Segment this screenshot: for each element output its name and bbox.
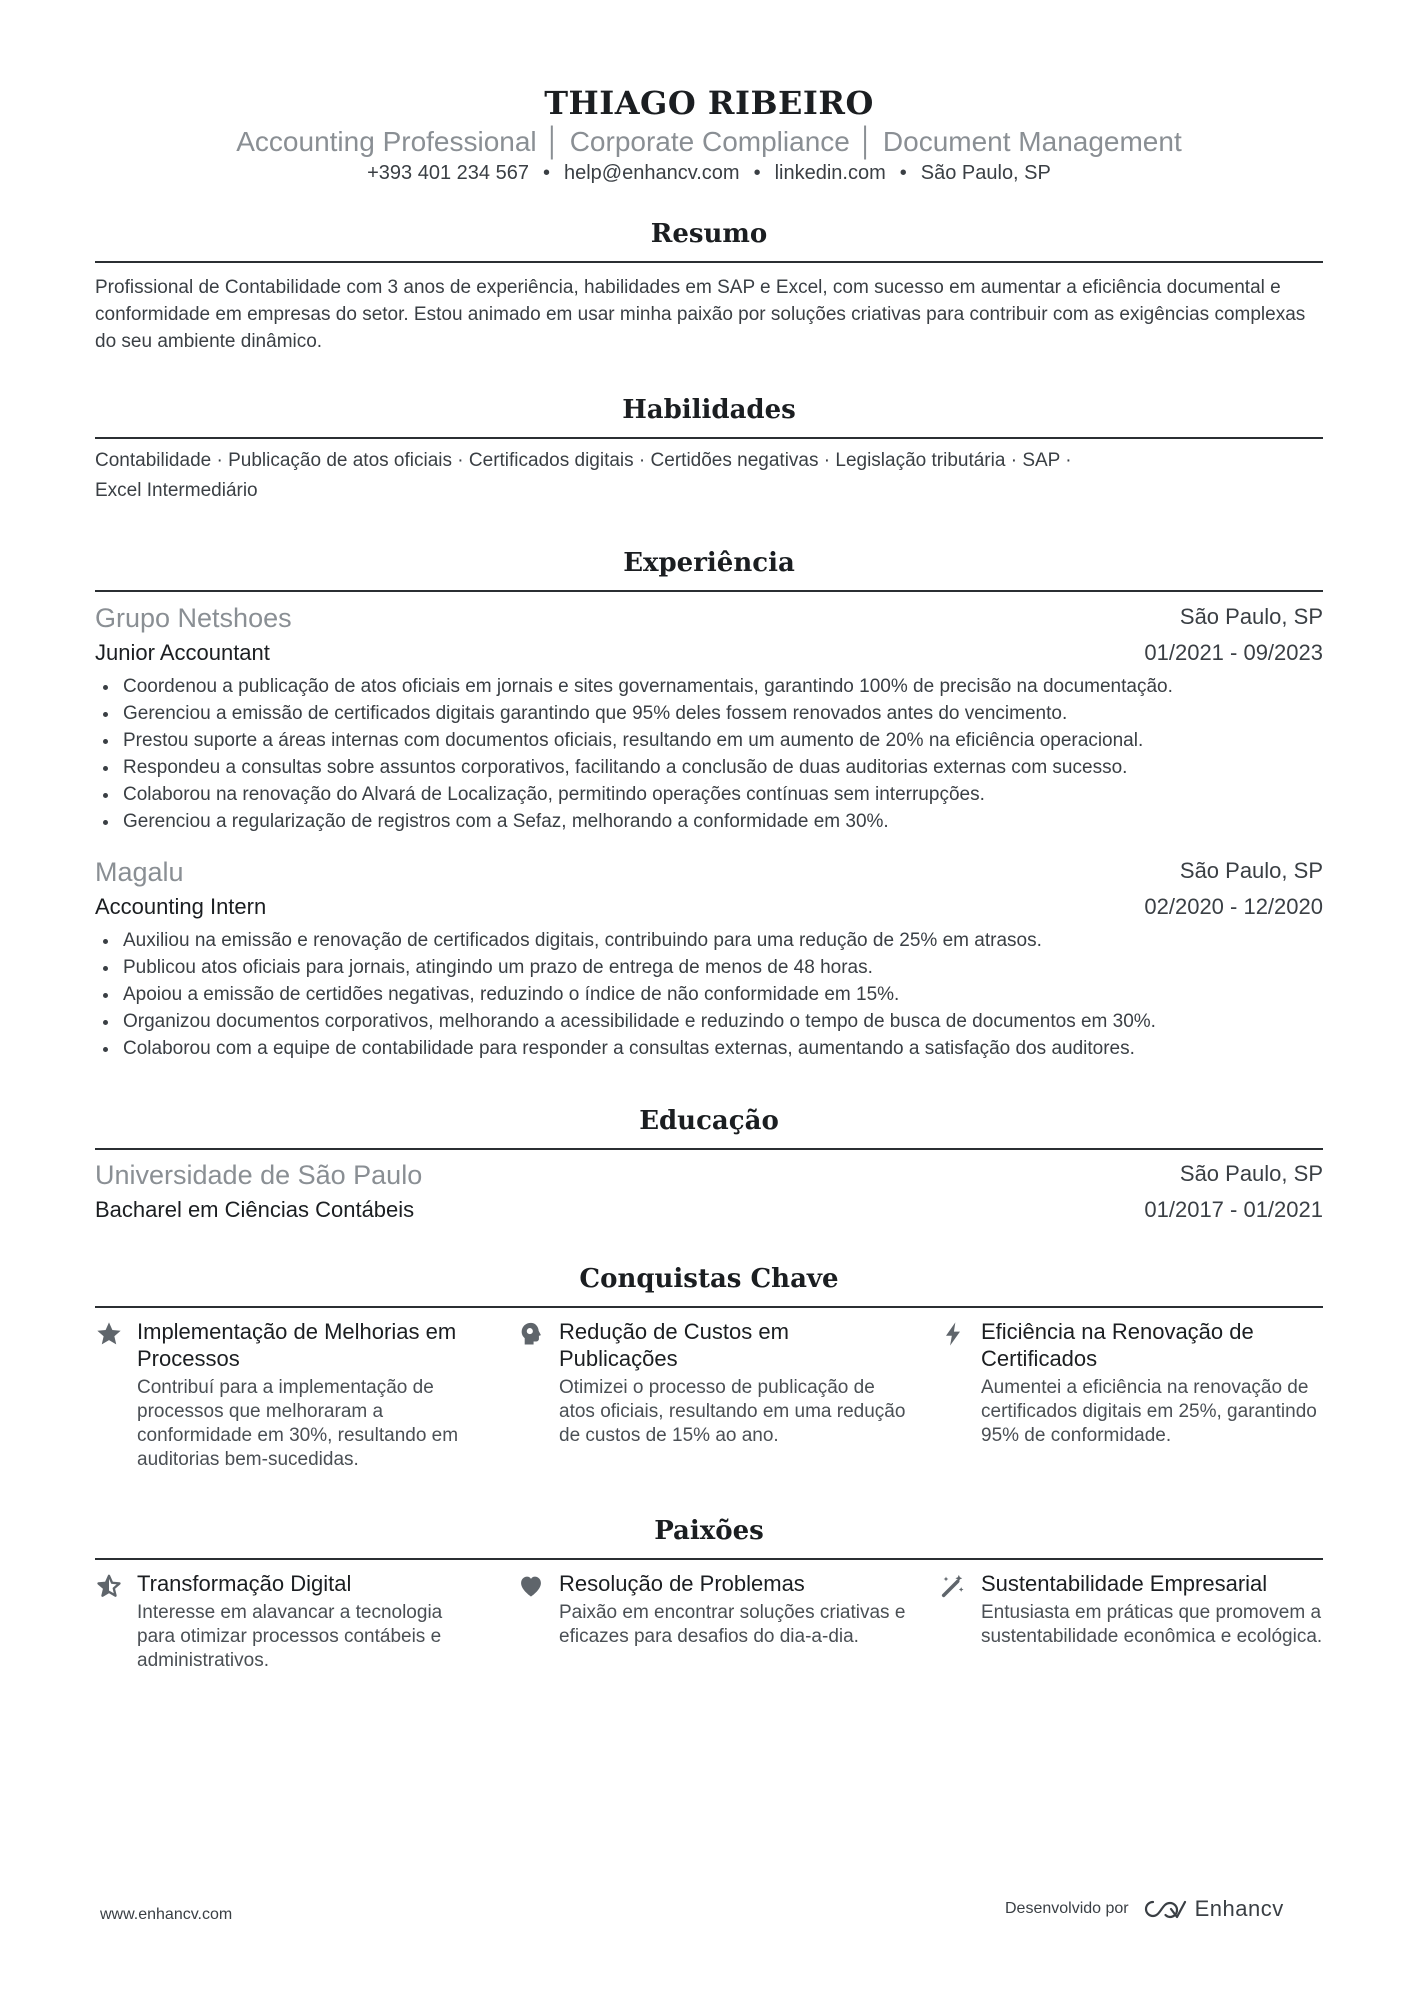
heart-icon [517,1572,545,1600]
contact-phone: +393 401 234 567 [367,162,529,184]
section-divider [95,590,1323,592]
education-location: São Paulo, SP [1179,1161,1323,1186]
achievement-title: Redução de Custos em Publicações [559,1319,789,1371]
passion-desc: Interesse em alavancar a tecnologia para otimizar processos contábeis e administrativos. [137,1602,443,1671]
footer-powered-by: Desenvolvido por [1005,1900,1129,1917]
contact-location: São Paulo, SP [920,162,1051,184]
achievement-title: Implementação de Melhorias em Processos [137,1319,457,1371]
footer-branding [1005,1896,1284,1922]
job-bullet: Gerenciou a emissão de certificados digitais garantindo que 95% deles fossem renovados antes do vencimento. [95,700,1323,727]
section-title-skills: Habilidades [622,395,796,425]
job-company: Magalu [95,857,184,887]
skill-item: Certificados digitais [468,450,634,471]
section-title-summary: Resumo [650,219,768,249]
job-location: São Paulo, SP [1179,858,1323,883]
passion-title: Sustentabilidade Empresarial [981,1571,1268,1596]
education-school: Universidade de São Paulo [95,1160,423,1190]
contact-separator: • [753,162,761,184]
passion-desc: Entusiasta em práticas que promovem a sustentabilidade econômica e ecológica. [981,1602,1323,1647]
section-divider [95,1148,1323,1150]
passion-title: Resolução de Problemas [559,1571,805,1596]
skill-item: Publicação de atos oficiais [228,450,453,471]
magic-wand-icon [939,1572,967,1600]
head-brain-icon [517,1320,545,1348]
job-bullet: Prestou suporte a áreas internas com documentos oficiais, resultando em um aumento de 20% na eficiência operacional. [95,727,1323,754]
achievement-desc: Otimizei o processo de publicação de atos oficiais, resultando em uma redução de custos de 15% ao ano. [559,1377,906,1446]
achievement-title: Eficiência na Renovação de Certificados [981,1319,1254,1371]
job-company: Grupo Netshoes [95,603,292,633]
skill-item: Legislação tributária [835,450,1006,471]
job-bullets [95,927,1323,1062]
job-bullets [95,673,1323,835]
contact-email[interactable]: help@enhancv.com [563,162,740,184]
section-title-achievements: Conquistas Chave [579,1264,839,1294]
contact-separator: • [899,162,907,184]
job-role: Accounting Intern [95,894,267,919]
skill-item: SAP [1022,450,1060,471]
section-title-education: Educação [639,1106,779,1136]
passion-title: Transformação Digital [137,1571,352,1596]
job-bullet: Coordenou a publicação de atos oficiais em jornais e sites governamentais, garantindo 100% de precisão na documentação. [95,673,1323,700]
job-bullet: Colaborou na renovação do Alvará de Localização, permitindo operações contínuas sem interrupções. [95,781,1323,808]
job-dates: 02/2020 - 12/2020 [1144,894,1323,919]
footer-brand: Enhancv [1194,1896,1284,1921]
job-bullet: Apoiou a emissão de certidões negativas, reduzindo o índice de não conformidade em 15%. [95,981,1323,1008]
lightning-icon [939,1320,967,1348]
contact-line [95,162,1323,185]
summary-text: Profissional de Contabilidade com 3 anos de experiência, habilidades em SAP e Excel, com sucesso em aumentar a eficiência documental e conformidade em empresas do setor. Estou animado em usar minha paixão por soluções criativas para contribuir com as exigências complexas do seu ambiente dinâmico. [95,277,1306,352]
enhancv-logo-icon [1141,1898,1187,1920]
passion-card [517,1570,907,1649]
job-bullet: Colaborou com a equipe de contabilidade para responder a consultas externas, aumentando a satisfação dos auditores. [95,1035,1323,1062]
job-dates: 01/2021 - 09/2023 [1144,640,1323,665]
job-bullet: Gerenciou a regularização de registros com a Sefaz, melhorando a conformidade em 30%. [95,808,1323,835]
achievement-desc: Contribuí para a implementação de processos que melhoraram a conformidade em 30%, resultando em auditorias bem-sucedidas. [137,1377,459,1470]
footer-website[interactable]: www.enhancv.com [100,1906,233,1923]
candidate-name: THIAGO RIBEIRO [544,84,874,122]
achievement-card [517,1318,907,1448]
star-icon [95,1320,123,1348]
job-role: Junior Accountant [95,640,270,665]
passion-card [95,1570,485,1673]
job-bullet: Respondeu a consultas sobre assuntos corporativos, facilitando a conclusão de duas auditorias externas com sucesso. [95,754,1323,781]
job-bullet: Organizou documentos corporativos, melhorando a acessibilidade e reduzindo o tempo de busca de documentos em 30%. [95,1008,1323,1035]
section-divider [95,1306,1323,1308]
skill-item: Contabilidade [95,450,212,471]
achievement-card [939,1318,1329,1448]
achievement-desc: Aumentei a eficiência na renovação de certificados digitais em 25%, garantindo 95% de conformidade. [981,1377,1317,1446]
contact-separator: • [542,162,550,184]
section-title-passions: Paixões [654,1516,764,1546]
skill-item: Certidões negativas [650,450,819,471]
job-bullet: Publicou atos oficiais para jornais, atingindo um prazo de entrega de menos de 48 horas. [95,954,1323,981]
section-divider [95,437,1323,439]
candidate-tagline: Accounting Professional │ Corporate Compliance │ Document Management [236,126,1182,157]
achievement-card [95,1318,485,1472]
job-bullet: Auxiliou na emissão e renovação de certificados digitais, contribuindo para uma redução de 25% em atrasos. [95,927,1323,954]
passion-desc: Paixão em encontrar soluções criativas e eficazes para desafios do dia-a-dia. [559,1602,906,1647]
education-degree: Bacharel em Ciências Contábeis [95,1197,415,1222]
skill-item: Excel Intermediário [95,480,258,501]
passion-card [939,1570,1329,1649]
skills-list: Contabilidade · Publicação de atos oficiais · Certificados digitais · Certidões negativas · Legislação tributária · SAP · Excel Intermediário [95,450,1072,501]
section-title-experience: Experiência [623,548,795,578]
section-divider [95,261,1323,263]
job-location: São Paulo, SP [1179,604,1323,629]
contact-linkedin[interactable]: linkedin.com [774,162,886,184]
star-outline-icon [95,1572,123,1600]
section-divider [95,1558,1323,1560]
education-dates: 01/2017 - 01/2021 [1144,1197,1323,1222]
